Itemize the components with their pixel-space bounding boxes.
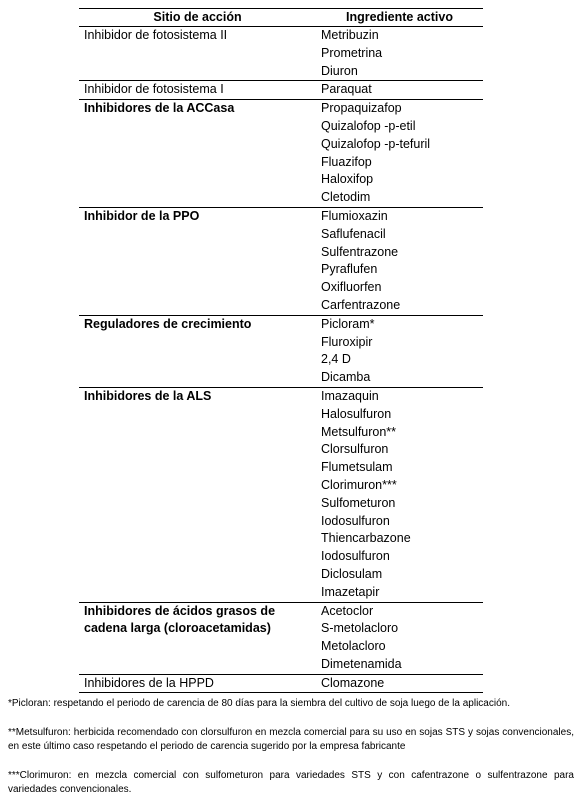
ingredient-item: Diuron [321, 63, 358, 78]
site-of-action-cell: Inhibidores de ácidos grasos de cadena larga (cloroacetamidas) [79, 602, 316, 674]
table-row [79, 674, 483, 693]
ingredient-item: Sulfentrazone [321, 244, 399, 259]
table-row [79, 81, 483, 100]
ingredient-item: Dicamba [321, 370, 371, 385]
ingredient-item: Haloxifop [321, 172, 374, 187]
active-ingredient-cell [316, 602, 483, 674]
ingredient-item: Clomazone [321, 675, 385, 690]
ingredient-item: Quizalofop -p-tefuril [321, 136, 431, 151]
table-body [79, 27, 483, 693]
table-row [79, 27, 483, 81]
ingredient-item: Prometrina [321, 45, 383, 60]
site-of-action-cell: Inhibidores de la ALS [79, 387, 316, 602]
ingredient-item: Acetoclor [321, 603, 374, 618]
ingredient-item: Propaquizafop [321, 101, 402, 116]
ingredient-item: Imazaquin [321, 388, 379, 403]
table-row [79, 315, 483, 387]
footnote-clorimuron: ***Clorimuron: en mezcla comercial con sulfometuron para variedades STS y con cafentrazone o sulfentrazone para variedades convencionales. [8, 769, 574, 795]
header-site-of-action: Sitio de acción [79, 9, 316, 27]
footnotes [8, 697, 574, 812]
site-of-action-cell: Inhibidor de fotosistema II [84, 28, 228, 42]
ingredient-item: Carfentrazone [321, 297, 401, 312]
ingredient-item: Clorimuron*** [321, 477, 397, 492]
ingredient-item: Metribuzin [321, 28, 379, 42]
ingredient-item: Flumetsulam [321, 460, 393, 475]
ingredient-item: Quizalofop -p-etil [321, 118, 416, 133]
ingredient-item: Metsulfuron** [321, 424, 397, 439]
ingredient-item: Iodosulfuron [321, 513, 390, 528]
site-of-action-cell: Inhibidores de la ACCasa [79, 100, 316, 208]
ingredient-item: Pyraflufen [321, 262, 378, 277]
ingredient-item: Thiencarbazone [321, 531, 411, 546]
site-of-action-cell: Inhibidor de la PPO [79, 207, 316, 315]
ingredient-item: Paraquat [321, 82, 372, 97]
ingredient-item: Fluroxipir [321, 334, 373, 349]
site-of-action-cell: Inhibidor de fotosistema I [79, 81, 316, 100]
ingredient-item: Metolacloro [321, 639, 386, 654]
table-header-row [79, 9, 483, 27]
footnote-picloram: *Picloran: respetando el periodo de carencia de 80 días para la siembra del cultivo de soja luego de la aplicación. [8, 698, 510, 709]
ingredient-item: Clorsulfuron [321, 442, 389, 457]
ingredient-item: Picloram* [321, 316, 375, 331]
ingredient-item: Saflufenacil [321, 226, 386, 241]
table-row [79, 207, 483, 315]
active-ingredient-cell [316, 27, 483, 81]
active-ingredient-cell [316, 387, 483, 602]
herbicide-table [79, 8, 483, 693]
active-ingredient-cell [316, 81, 483, 100]
active-ingredient-cell [316, 207, 483, 315]
site-of-action-cell: Inhibidores de la HPPD [79, 674, 316, 693]
header-active-ingredient: Ingrediente activo [316, 9, 483, 27]
ingredient-item: 2,4 D [321, 352, 351, 367]
table-row [79, 602, 483, 674]
herbicide-table-container [79, 8, 483, 693]
active-ingredient-cell [316, 315, 483, 387]
ingredient-item: Dimetenamida [321, 656, 402, 671]
ingredient-item: Cletodim [321, 190, 371, 205]
active-ingredient-cell [316, 674, 483, 693]
ingredient-item: Fluazifop [321, 154, 372, 169]
table-row [79, 387, 483, 602]
table-row [79, 100, 483, 208]
ingredient-item: Iodosulfuron [321, 549, 390, 564]
footnote-metsulfuron: **Metsulfuron: herbicida recomendado con clorsulfuron en mezcla comercial para su uso en sojas STS y sojas convencionales, en este último caso respetando el periodo de carencia sugerido por la empresa fabricante [8, 726, 574, 752]
ingredient-item: Imazetapir [321, 584, 380, 599]
site-of-action-cell: Reguladores de crecimiento [79, 315, 316, 387]
ingredient-item: Halosulfuron [321, 406, 392, 421]
active-ingredient-cell [316, 100, 483, 208]
ingredient-item: Flumioxazin [321, 208, 388, 223]
ingredient-item: S-metolacloro [321, 621, 399, 636]
ingredient-item: Diclosulam [321, 566, 383, 581]
ingredient-item: Sulfometuron [321, 495, 396, 510]
ingredient-item: Oxifluorfen [321, 280, 382, 295]
